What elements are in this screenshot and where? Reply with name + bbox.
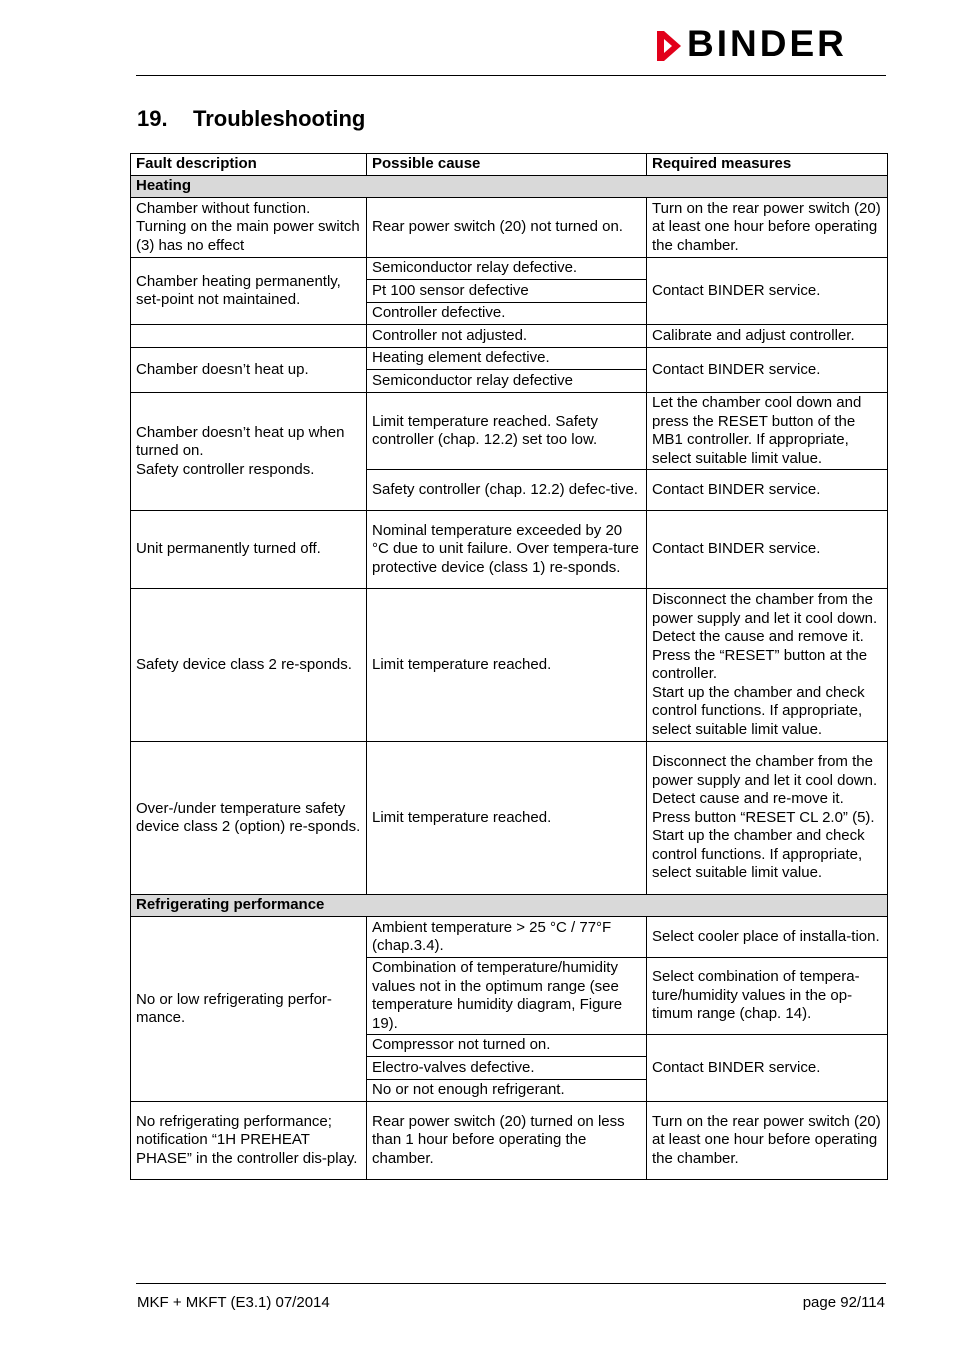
measure-cell: Contact BINDER service. [647, 258, 888, 325]
cause-cell: Pt 100 sensor defective [367, 280, 647, 303]
column-header-cause: Possible cause [367, 154, 647, 176]
table-row [131, 348, 888, 370]
cause-cell: Heating element defective. [367, 348, 647, 370]
column-header-fault: Fault description [131, 154, 367, 176]
table-row [131, 325, 888, 348]
table-row [131, 1102, 888, 1180]
section-row-heating [131, 176, 888, 198]
troubleshooting-table [130, 153, 888, 1180]
cause-cell: Safety controller (chap. 12.2) defec-tive. [367, 470, 647, 511]
table-row [131, 917, 888, 958]
cause-cell: Limit temperature reached. [367, 742, 647, 895]
column-header-measures: Required measures [647, 154, 888, 176]
measure-cell: Select combination of tempera-ture/humidity values in the op-timum range (chap. 14). [647, 958, 888, 1035]
measure-line: Disconnect the chamber from the power supply and let it cool down. Detect cause and re-move it. Press button “RESET CL 2.0” (5). [652, 753, 878, 826]
section-row-refrigerating [131, 895, 888, 917]
fault-cell: Chamber heating permanently, set-point not maintained. [131, 258, 367, 325]
page-title [137, 106, 365, 132]
fault-cell-empty [131, 325, 367, 348]
table-row [131, 393, 888, 470]
cause-cell: No or not enough refrigerant. [367, 1080, 647, 1102]
section-label: Heating [131, 176, 888, 198]
cause-cell: Controller defective. [367, 303, 647, 325]
measure-cell: Calibrate and adjust controller. [647, 325, 888, 348]
table-row [131, 742, 888, 895]
measure-cell: Turn on the rear power switch (20) at least one hour before operating the chamber. [647, 198, 888, 258]
section-number: 19. [137, 106, 168, 131]
cause-cell: Ambient temperature > 25 °C / 77°F (chap.3.4). [367, 917, 647, 958]
measure-cell: Contact BINDER service. [647, 348, 888, 393]
fault-line: Chamber doesn’t heat up when turned on. [136, 423, 345, 460]
cause-cell: Nominal temperature exceeded by 20 °C due to unit failure. Over tempera-ture protective device (class 1) re-sponds. [367, 511, 647, 589]
table-header-row [131, 154, 888, 176]
footer-page-number: page 92/114 [802, 1294, 885, 1311]
measure-cell: Turn on the rear power switch (20) at least one hour before operating the chamber. [647, 1102, 888, 1180]
measure-cell: Let the chamber cool down and press the RESET button of the MB1 controller. If appropriate, select suitable limit value. [647, 393, 888, 470]
binder-logo-text: BINDER [687, 23, 847, 64]
section-label: Refrigerating performance [131, 895, 888, 917]
fault-cell [131, 393, 367, 511]
footer-rule [136, 1283, 886, 1284]
header-rule [136, 75, 886, 76]
cause-cell: Limit temperature reached. [367, 589, 647, 742]
fault-cell: No refrigerating performance; notification “1H PREHEAT PHASE” in the controller dis-play. [131, 1102, 367, 1180]
measure-line: Start up the chamber and check control functions. If appropriate, select suitable limit value. [652, 683, 865, 738]
fault-cell: Unit permanently turned off. [131, 511, 367, 589]
measure-cell: Contact BINDER service. [647, 1035, 888, 1102]
fault-cell: Safety device class 2 re-sponds. [131, 589, 367, 742]
cause-cell: Limit temperature reached. Safety controller (chap. 12.2) set too low. [367, 393, 647, 470]
cause-cell: Rear power switch (20) not turned on. [367, 198, 647, 258]
fault-cell: Chamber without function. Turning on the main power switch (3) has no effect [131, 198, 367, 258]
measure-line: Disconnect the chamber from the power supply and let it cool down. Detect the cause and remove it. Press the “RESET” button at the controller. [652, 591, 878, 682]
measure-cell: Contact BINDER service. [647, 511, 888, 589]
cause-cell: Compressor not turned on. [367, 1035, 647, 1057]
fault-cell: No or low refrigerating perfor-mance. [131, 917, 367, 1102]
measure-cell [647, 589, 888, 742]
table-row [131, 511, 888, 589]
cause-cell: Controller not adjusted. [367, 325, 647, 348]
table-row [131, 198, 888, 258]
cause-cell: Rear power switch (20) turned on less than 1 hour before operating the chamber. [367, 1102, 647, 1180]
cause-cell: Semiconductor relay defective [367, 370, 647, 393]
cause-cell: Combination of temperature/humidity values not in the optimum range (see temperature humidity diagram, Figure 19). [367, 958, 647, 1035]
table-row [131, 589, 888, 742]
section-title: Troubleshooting [193, 106, 366, 131]
footer-document-id: MKF + MKFT (E3.1) 07/2014 [137, 1294, 330, 1311]
fault-cell: Chamber doesn’t heat up. [131, 348, 367, 393]
measure-cell: Select cooler place of installa-tion. [647, 917, 888, 958]
fault-cell: Over-/under temperature safety device class 2 (option) re-sponds. [131, 742, 367, 895]
measure-cell: Contact BINDER service. [647, 470, 888, 511]
cause-cell: Electro-valves defective. [367, 1057, 647, 1080]
measure-cell [647, 742, 888, 895]
binder-logo [655, 23, 887, 64]
table-row [131, 258, 888, 280]
binder-logo-mark [655, 28, 683, 64]
measure-line: Start up the chamber and check control functions. If appropriate, select suitable limit value. [652, 827, 865, 882]
cause-cell: Semiconductor relay defective. [367, 258, 647, 280]
fault-line: Safety controller responds. [136, 460, 315, 478]
